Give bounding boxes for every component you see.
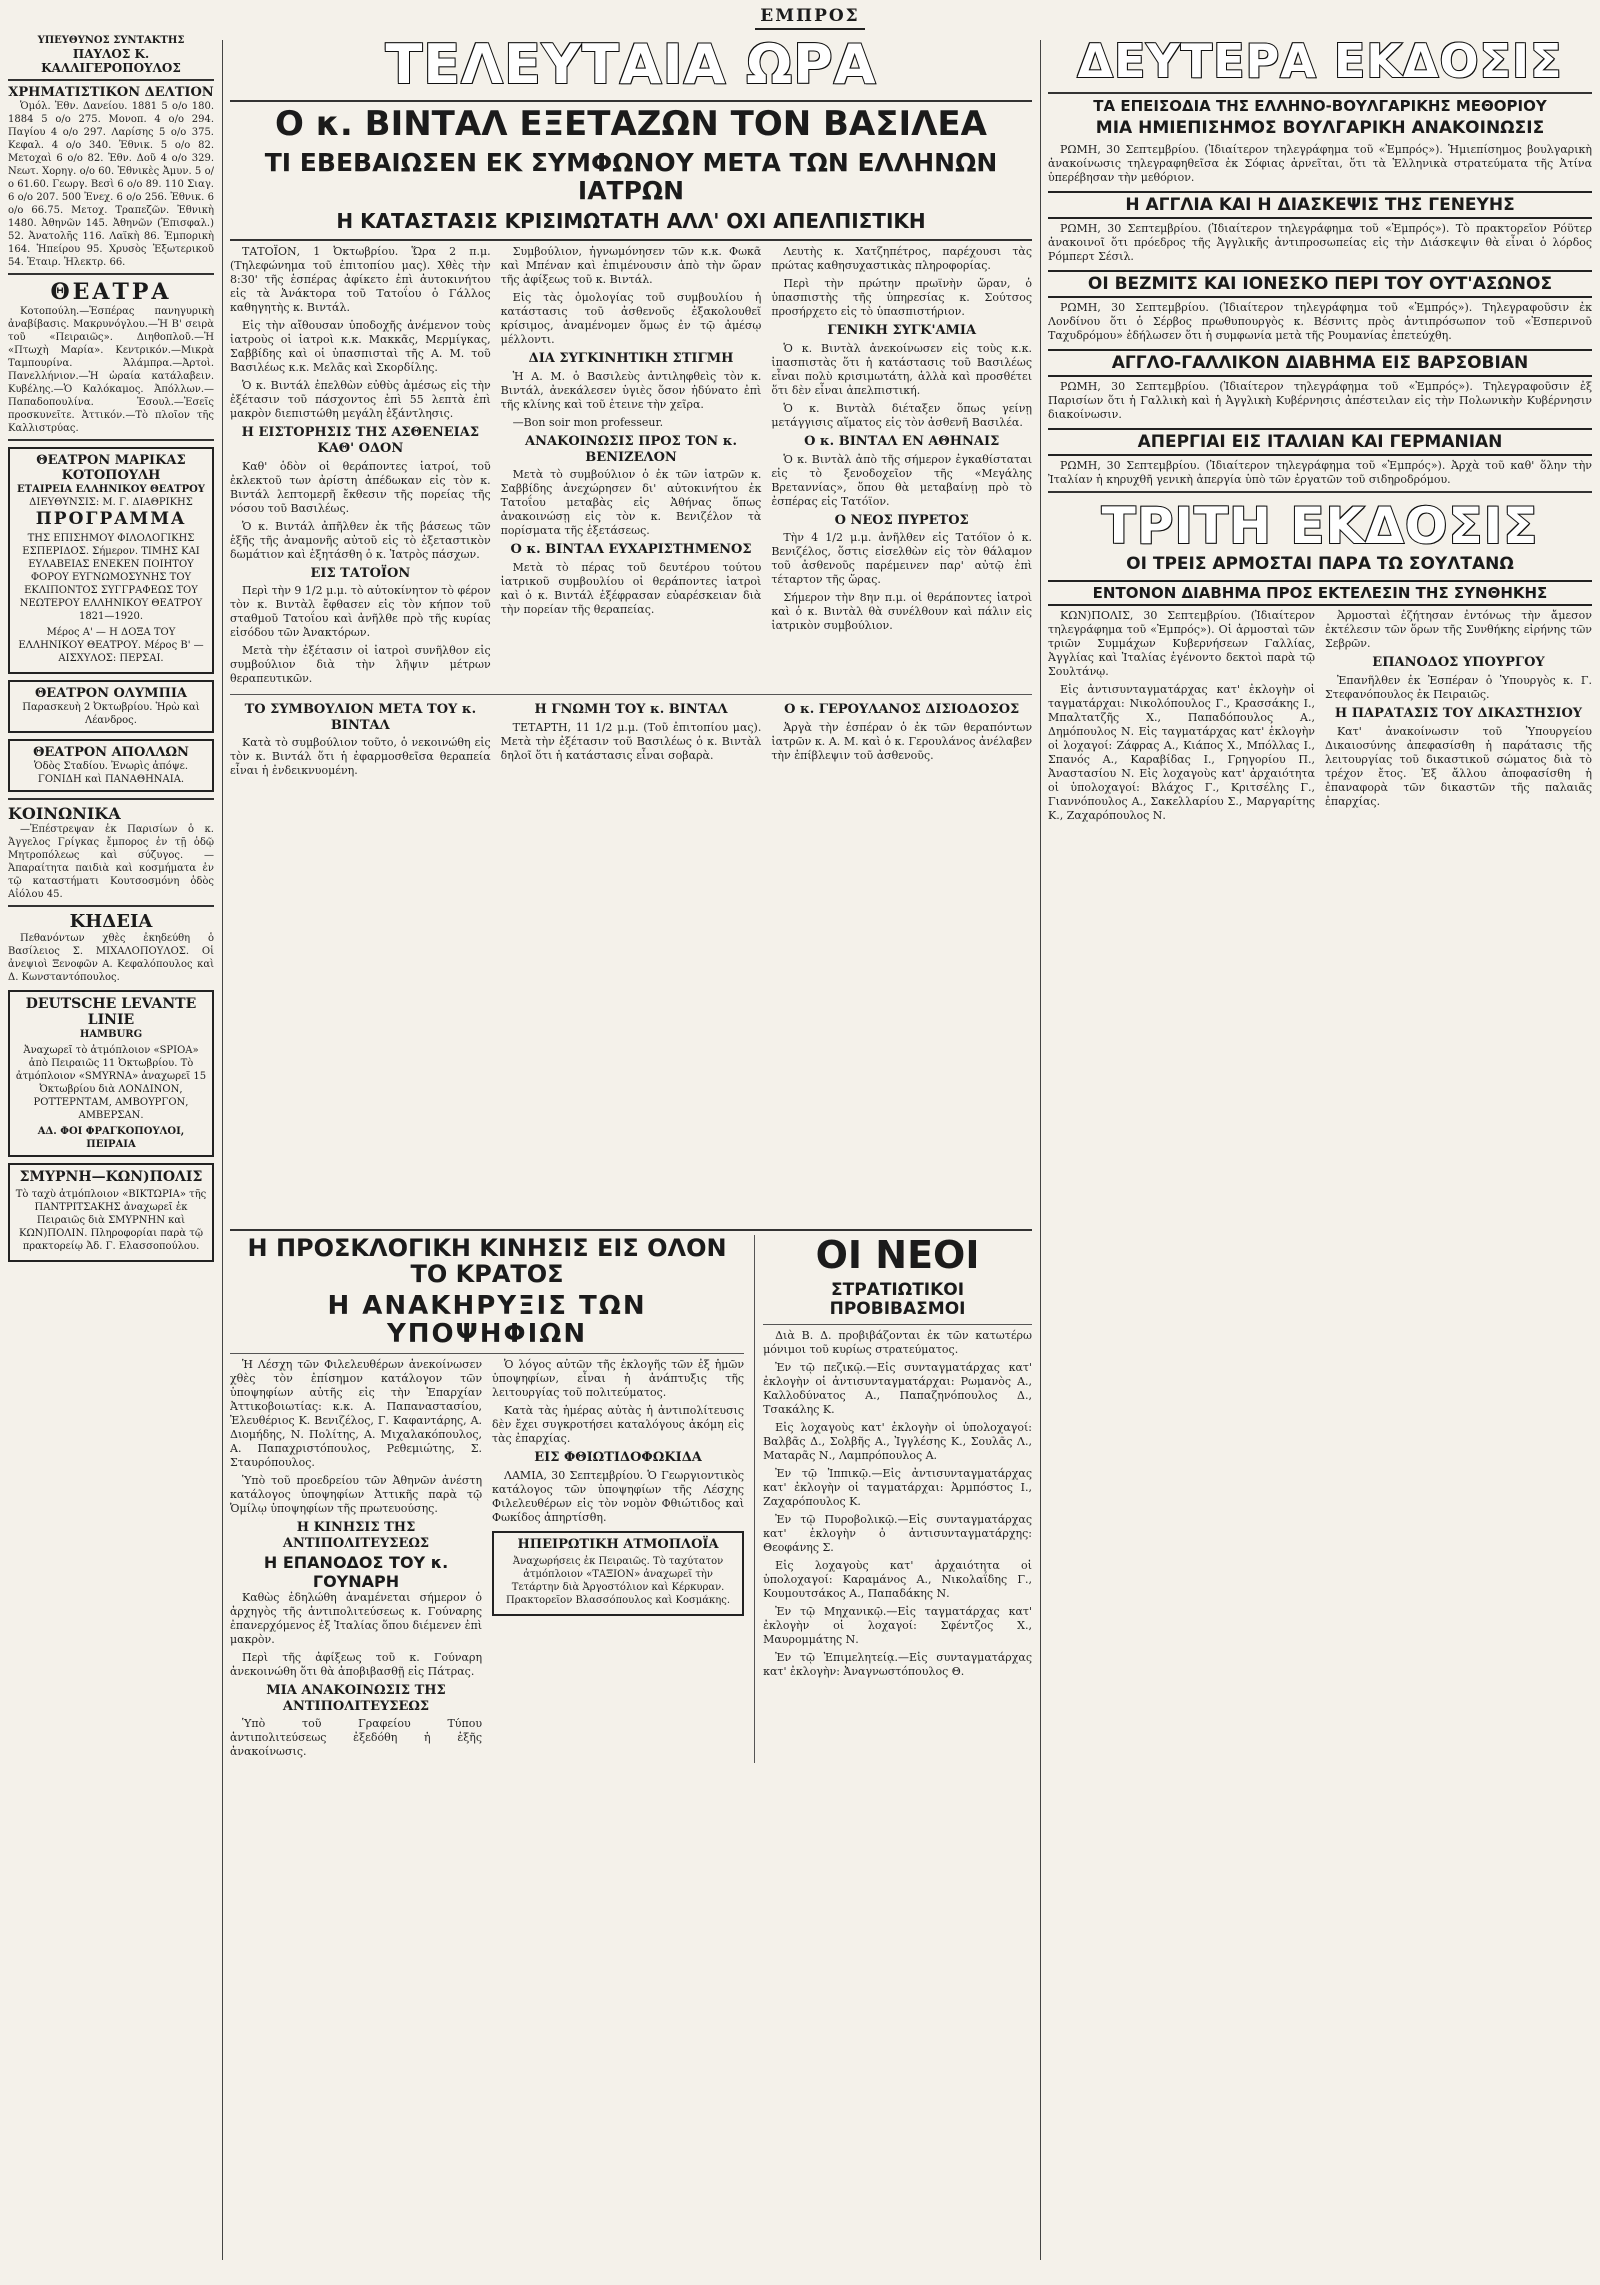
right-col-1	[1048, 609, 1315, 827]
market-text: Ὁμόλ. Ἐθν. Δανείου. 1881 5 ο/ο 180. 1884 5 ο/ο 275. Μονοπ. 4 ο/ο 294. Παγίου 4 ο/ο 297. Λαρίσης 5 ο/ο 375. Κεφαλ. 4 ο/ο 340. Ἐθνικ. 5 ο/ο 82. Μετοχαὶ 6 ο/ο 82. Ἐθν. Δοῦ 4 ο/ο 329. Νεωτ. Χορηγ. ο/ο 60. Ἐθνικὲς Ἀμυν. 5 ο/ο 61.60. Γεωργ. Βεσὶ 6 ο/ο 89. 110 Σιαγ. 6 ο/ο 207. 500 Ἐνεχ. 6 ο/ο 256. Ἐθνικ. 6 ο/ο 66.75. Μετοχ. Τραπεζῶν. Ἐθνικὴ 1480. Ἀθηνῶν 145. Ἀθηνῶν (Ἐπισφαλ.) 52. Ἀνατολῆς 116. Λαϊκὴ 86. Ἐμπορικὴ 164. Ἡπείρου 95. Χρυσὸς Ἐξωτερικοῦ 54. Ἑταιρ. Ἠλεκτρ. 66.	[8, 101, 214, 268]
article-paragraph: Ἡ Α. Μ. ὁ Βασιλεὺς ἀντιληφθεὶς τὸν κ. Βιντάλ, ἀνεκάλεσεν ὑγιὲς ὅσον ἠδύνατο ἐπὶ τῆς κλίνης καὶ τοῦ ἐτεινε τὴν χεῖρα.	[500, 369, 762, 411]
rule	[763, 1324, 1032, 1325]
center-col-2	[501, 245, 762, 690]
notice-body: ΤΗΣ ΕΠΙΣΗΜΟΥ ΦΙΛΟΛΟΓΙΚΗΣ ΕΣΠΕΡΙΔΟΣ. Σήμερον. ΤΙΜΗΣ ΚΑΙ ΕΥΛΑΒΕΙΑΣ ΕΝΕΚΕΝ ΠΟΙΗΤΟΥ ΦΟΡΟΥ ΕΥΓΝΩΜΟΣΥΝΗΣ ΤΟΥ ΕΚΛΙΠΟΝΤΟΣ ΣΥΓΓΡΑΦΕΩΣ ΤΟΥ ΝΕΩΤΕΡΟΥ ΕΛΛΗΝΙΚΟΥ ΘΕΑΤΡΟΥ 1821—1920.	[19, 533, 203, 622]
article-subhead: ΤΟ ΣΥΜΒΟΥΛΙΟΝ ΜΕΤΑ ΤΟΥ κ. ΒΙΝΤΑΛ	[244, 702, 477, 733]
section-heading: ΑΠΕΡΓΙΑΙ ΕΙΣ ΙΤΑΛΙΑΝ ΚΑΙ ΓΕΡΜΑΝΙΑΝ	[1048, 428, 1592, 456]
smyrna-text: Τὸ ταχὺ ἀτμόπλοιον «ΒΙΚΤΩΡΙΑ» τῆς ΠΑΝΤΡΙΤΣΑΚΗΣ ἀναχωρεῖ ἐκ Πειραιῶς διὰ ΣΜΥΡΝΗΝ καὶ ΚΩΝ)ΠΟΛΙΝ. Πληροφορίαι παρὰ τῷ πρακτορείῳ Ἀδ. Γ. Ελασσοπούλου.	[15, 1189, 207, 1252]
article-paragraph: ΚΩΝ)ΠΟΛΙΣ, 30 Σεπτεμβρίου. (Ἰδιαίτερον τηλεγράφημα τοῦ «Ἐμπρός»). Οἱ ἀρμοσταὶ τῶν τριῶν Συμμάχων Κυβερνήσεων Γαλλίας, Ἀγγλίας καὶ Ἰταλίας ἐγένοντο δεκτοὶ παρὰ τῷ Σουλτάνῳ.	[1048, 609, 1315, 679]
article-subhead: Ο ΝΕΟΣ ΠΥΡΕΤΟΣ	[834, 512, 969, 528]
market-title: ΧΡΗΜΑΤΙΣΤΙΚΟΝ ΔΕΛΤΙΟΝ	[8, 85, 214, 100]
article-paragraph: Ἐπανῆλθεν ἐκ Ἐσπέραν ὁ Ὑπουργὸς κ. Γ. Στεφανόπουλος ἐκ Πειραιῶς.	[1325, 673, 1592, 701]
article-subhead: Η ΠΑΡΑΤΑΣΙΣ ΤΟΥ ΔΙΚΑΣΤΗΣΙΟΥ	[1334, 705, 1583, 721]
article-paragraph: Ὁ κ. Βιντὰλ ἀνεκοίνωσεν εἰς τοὺς κ.κ. ἰπασπιστὰς ὅτι ἡ κατάστασις τοῦ Βασιλέως εἶναι πολὺ κρισιμωτάτη, ἀλλὰ καὶ προσθέτει ὅτι δὲν εἶναι ἀπελπιστική.	[771, 341, 1032, 397]
funeral-title: ΚΗΔΕΙΑ	[69, 911, 153, 932]
promotions-banner: ΟΙ ΝΕΟΙ	[815, 1233, 980, 1277]
elections-subhead: Η ΑΝΑΚΗΡΥΞΙΣ ΤΩΝ ΥΠΟΨΗΦΙΩΝ	[327, 1290, 647, 1350]
article-paragraph: Ἐν τῷ Πυροβολικῷ.—Εἰς συνταγματάρχας κατ' ἐκλογὴν ὁ ἀντισυνταγματάρχης: Θεοφάνης Σ.	[763, 1512, 1032, 1554]
banner-last-hour: ΤΕΛΕΥΤΑΙΑ ΩΡΑ	[385, 34, 877, 96]
article-paragraph: Ὁ κ. Βιντάλ ἀπῆλθεν ἐκ τῆς βάσεως τῶν ἑξῆς τῆς ἀναμονῆς αὐτοῦ εἰς τὸ ἐξεταστικὸν δωμάτιον καὶ ἐξητάσθη ὁ κ. Ἰατρὸς πάσχων.	[230, 519, 491, 561]
center-columns	[230, 245, 1032, 690]
right-subhead: ΤΑ ΕΠΕΙΣΟΔΙΑ ΤΗΣ ΕΛΛΗΝΟ-ΒΟΥΛΓΑΡΙΚΗΣ ΜΕΘΟΡΙΟΥ	[1093, 97, 1547, 115]
article-paragraph: Τὴν 4 1/2 μ.μ. ἀνῆλθεν εἰς Τατόϊον ὁ κ. Βενιζέλος, ὅστις εἰσελθὼν εἰς τὸν θάλαμον τοῦ ἀσθενοῦς παρέμεινεν παρ' αὐτῷ ἐπὶ τέταρτον τῆς ὥρας.	[771, 531, 1032, 587]
shipping-ad	[8, 990, 214, 1157]
rule	[8, 798, 214, 800]
rule	[1048, 491, 1592, 493]
article-paragraph: Ὁ κ. Βιντὰλ ἀπὸ τῆς σήμερον ἐγκαθίσταται εἰς τὸ ξενοδοχεῖον τῆς «Μεγάλης Βρεταννίας», ὅπου θὰ μεταβαίνῃ πρὸ τὸ ἐσπέρας εἰς Τατόϊον.	[771, 452, 1032, 508]
article-subhead: Η ΕΙΣΤΟΡΗΣΙΣ ΤΗΣ ΑΣΘΕΝΕΙΑΣ ΚΑΘ' ΟΔΟΝ	[241, 425, 480, 456]
article-subhead: ΓΕΝΙΚΗ ΣΥΓΚ'ΑΜΙΑ	[827, 323, 977, 339]
steamship-text: Ἀναχωρήσεις ἐκ Πειραιῶς. Τὸ ταχύτατον ἀτμόπλοιον «ΤΑΞΙΟΝ» ἀναχωρεῖ τὴν Τετάρτην διὰ Ἀργοστόλιον καὶ Κέρκυραν. Πρακτορεῖον Βλασσόπουλος καὶ Κοσμάκης.	[506, 1555, 731, 1606]
apollon-notice	[8, 739, 214, 792]
lower-layout	[230, 1235, 1032, 1763]
article-paragraph: Περὶ τῆς ἀφίξεως τοῦ κ. Γούναρη ἀνεκοινώθη ὅτι θὰ ἀποβιβασθῇ εἰς Πάτρας.	[230, 1650, 483, 1678]
article-paragraph: Εἰς λοχαγοὺς κατ' ἐκλογὴν οἱ ὑπολοχαγοί: Βαλβᾶς Δ., Σολβῆς Α., Ἰγγλέσης Κ., Σουλᾶς Λ., Ματαρᾶς Ν., Λαμπρόπουλος Α.	[763, 1420, 1032, 1462]
editor-line: ΥΠΕΥΘΥΝΟΣ ΣΥΝΤΑΚΤΗΣ	[37, 35, 185, 46]
editor-name: ΠΑΥΛΟΣ Κ. ΚΑΛΛΙΓΕΡΟΠΟΥΛΟΣ	[41, 47, 181, 75]
article-subhead: ΔΙΑ ΣΥΓΚΙΝΗΤΙΚΗ ΣΤΙΓΜΗ	[528, 351, 734, 367]
article-paragraph: ΡΩΜΗ, 30 Σεπτεμβρίου. (Ἰδιαίτερον τηλεγράφημα τοῦ «Ἐμπρός»). Ἡμιεπίσημος βουλγαρικὴ ἀνακοίνωσις τηλεγραφηθεῖσα ἐκ Σόφιας ἀρνεῖται, ὅτι τὰ Ἑλληνικὰ στρατεύματα τῆς Ἀτίνα ὑπερέβησαν τὴν μεθόριον.	[1048, 142, 1592, 184]
article-paragraph: Εἰς τὰς ὁμολογίας τοῦ συμβουλίου ἡ κατάστασις τοῦ ἀσθενοῦς ἐξακολουθεῖ κρίσιμος, ἀναμένομεν ὅμως ἐν τῷ ἀμέσῳ μέλλοντι.	[500, 291, 762, 347]
notice-text: Παρασκευὴ 2 Ὀκτωβρίου. Ἡρὼ καὶ Λέανδρος.	[22, 702, 200, 726]
article-paragraph: Ἐν τῷ Ἱππικῷ.—Εἰς ἀντισυνταγματάρχας κατ' ἐκλογὴν οἱ ταγματάρχαι: Ἀρμπόστος Ι., Ζαχαρόπουλος Κ.	[763, 1466, 1032, 1508]
article-subhead: Ο κ. ΒΙΝΤΑΛ ΕΥΧΑΡΙΣΤΗΜΕΝΟΣ	[510, 542, 752, 558]
rule	[230, 239, 1032, 241]
article-paragraph: Ὑπὸ τοῦ Γραφείου Τύπου ἀντιπολιτεύσεως ἐξεδόθη ἡ ἑξῆς ἀνακοίνωσις.	[230, 1717, 483, 1759]
article-subhead: ΕΙΣ ΤΑΤΟΪΟΝ	[310, 565, 411, 581]
elections-col-1	[230, 1358, 482, 1763]
article-paragraph: Ἐν τῷ πεζικῷ.—Εἰς συνταγματάρχας κατ' ἐκλογὴν οἱ ἀντισυνταγματάρχαι: Ρωμανὸς Α., Καλλοδύνατος Α., Παπαζηνόπουλος Δ., Τσακάλης Κ.	[763, 1360, 1032, 1416]
article-paragraph: Κατὰ τὸ συμβούλιον τοῦτο, ὁ νεκοινώθη εἰς τὸν κ. Βιντάλ ὅτι ἡ ἐφαρμοσθεῖσα θεραπεία εἶναι ἡ ἐνδεικνυομένη.	[230, 736, 491, 778]
article-paragraph: Συμβούλιον, ἠγνωμόνησεν τῶν κ.κ. Φωκᾶ καὶ Μπέναν καὶ ἐπιμένουσιν ἀπὸ τὴν ὥραν τῆς ἀφίξεως τοῦ κ. Βιντάλ.	[500, 245, 762, 287]
article-paragraph: Μετὰ τὴν ἐξέτασιν οἱ ἰατροὶ συνῆλθον εἰς συμβούλιον διὰ τὴν λῆψιν μέτρων θεραπευτικῶν.	[230, 644, 491, 686]
rule	[230, 100, 1032, 102]
notice-program: ΠΡΟΓΡΑΜΜΑ	[35, 509, 187, 529]
article-paragraph: Μετὰ τὸ συμβούλιον ὁ ἐκ τῶν ἰατρῶν κ. Σαββίδης ἀνεχώρησεν δι' αὐτοκινήτου ἐκ Τατοΐου μεταβὰς εἰς Ἀθήνας ὅπως ἀνακοινώσῃ εἰς τὸν κ. Βενιζέλον τὰ πορίσματα τῆς ἐξετάσεως.	[500, 468, 762, 538]
article-paragraph: Μετὰ τὸ πέρας τοῦ δευτέρου τούτου ἰατρικοῦ συμβουλίου οἱ θεράποντες ἰατροὶ καὶ ὁ κ. Βιντάλ ἐξέφρασαν εὐαρέσκειαν διὰ τὴν πορείαν τῆς θεραπείας.	[500, 560, 762, 616]
article-paragraph: ΡΩΜΗ, 30 Σεπτεμβρίου. (Ἰδιαίτερον τηλεγράφημα τοῦ «Ἐμπρός»). Ἀρχὰ τοῦ καθ' ὅλην τὴν Ἰταλίαν ἡ κηρυχθῆ γενικὴ ἀπεργία ὑπὸ τῶν ἐργατῶν τοῦ σιδηροδρόμου.	[1048, 458, 1592, 486]
elections-col-2	[492, 1358, 744, 1763]
smyrna-ad	[8, 1163, 214, 1262]
social-title: ΚΟΙΝΩΝΙΚΑ	[8, 804, 121, 823]
article-paragraph: Εἰς λοχαγοὺς κατ' ἀρχαιότητα οἱ ὑπολοχαγοί: Καραμάνος Α., Νικολαΐδης Γ., Κουμουτσάκος Α., Παπαδάκης Ν.	[763, 1558, 1032, 1600]
article-paragraph: —Bon soir mon professeur.	[512, 415, 664, 429]
article-subhead: ΕΠΑΝΟΔΟΣ ΥΠΟΥΡΓΟΥ	[1372, 655, 1545, 671]
steamship-ad	[492, 1531, 744, 1616]
article-paragraph: ΤΑΤΟΪΟΝ, 1 Ὀκτωβρίου. Ὥρα 2 π.μ. (Τηλεφώνημα τοῦ ἐπιτοπίου μας). Χθὲς τὴν 8:30' τῆς ἑσπέρας ἀφίκετο ἐπὶ ἀυτοκινήτου εἰς τὰ Ἀνάκτορα τοῦ Τατοΐου ὁ Γάλλος καθηγητὴς κ. Βιντάλ.	[230, 245, 491, 315]
article-paragraph: ΡΩΜΗ, 30 Σεπτεμβρίου. (Ἰδιαίτερον τηλεγράφημα τοῦ «Ἐμπρός»). Τηλεγραφοῦσιν ἐξ Παρισίων ὅτι ἡ Γαλλικὴ καὶ ἡ Ἀγγλικὴ Κυβέρνησις ἀπέστειλαν εἰς τὴν Πολωνικὴν Κυβέρνησιν διακοίνωσιν.	[1048, 379, 1592, 421]
headline: Ο κ. ΒΙΝΤΑΛ ΕΞΕΤΑΖΩΝ ΤΟΝ ΒΑΣΙΛΕΑ	[275, 104, 987, 144]
section-heading: ΕΝΤΟΝΟΝ ΔΙΑΒΗΜΑ ΠΡΟΣ ΕΚΤΕΛΕΣΙΝ ΤΗΣ ΣΥΝΘΗΚΗΣ	[1048, 580, 1592, 606]
article-paragraph: Κατὰ τὰς ἡμέρας αὐτὰς ἡ ἀντιπολίτευσις δὲν ἔχει συγκροτήσει καταλόγους ἀκόμη εἰς τὰς ἐπαρχίας.	[492, 1403, 745, 1445]
theatre-title: ΘΕΑΤΡΑ	[50, 279, 172, 305]
notice-title: ΘΕΑΤΡΟΝ ΟΛΥΜΠΙΑ	[34, 686, 188, 701]
promotions-article	[754, 1235, 1032, 1763]
article-paragraph: Ἀρμοσταὶ ἐζήτησαν ἐντόνως τὴν ἄμεσον ἐκτέλεσιν τῶν ὅρων τῆς Συνθήκης εἰρήνης τῶν Σεβρῶν.	[1325, 609, 1592, 651]
left-column	[8, 34, 214, 2274]
article-paragraph: ΡΩΜΗ, 30 Σεπτεμβρίου. (Ἰδιαίτερον τηλεγράφημα τοῦ «Ἐμπρός»). Τηλεγραφοῦσιν ἐκ Λονδίνου ὅτι ὁ Σέρβος πρωθυπουργὸς κ. Βέσνιτς πρὸς ἀντιπρόσωπον τοῦ «Ἐσπερινοῦ Ταχυδρόμου» ἐδήλωσεν ὅτι ἡ συμφωνία μετὰ τῆς Ρουμανίας ἐπετεύχθη.	[1048, 300, 1592, 342]
notice-text: Ὁδὸς Σταδίου. Ἐνωρὶς ἀπόψε. ΓΟΝΙΔΗ καὶ ΠΑΝΑΘΗΝΑΙΑ.	[33, 761, 189, 785]
rule	[230, 694, 1032, 695]
article-subhead: Ο κ. ΒΙΝΤΑΛ ΕΝ ΑΘΗΝΑΙΣ	[804, 433, 1000, 449]
theatre-text: Κοτοπούλη.—Ἑσπέρας πανηγυρικὴ ἀναβίβασις. Μακρυνόγλου.—Ἡ Β' σειρὰ τοῦ «Πειραιῶς». Διηθοπλοῦ.—Ἡ «Πτωχὴ Μαρία». Κεντρικόν.—Μικρὰ Ταμπουρίνα. Ἀλάμπρα.—Ἀρτοὶ. Πανελλήνιον.—Ἡ ὡραία κατάλαβειν. Κυβέλης.—Ὁ Καλόκαμος. Ἀπόλλων.—Παπαδοπουλίνα. Ἐσουλ.—Ἐσεῖς προσκυνεῖτε. Ἀττικόν.—Τὸ πλοῖον τῆς Καλλιστρύας.	[8, 306, 214, 434]
right-col-2	[1325, 609, 1592, 827]
center-lower	[230, 1225, 1032, 2275]
subheadline: ΤΙ ΕΒΕΒΑΙΩΣΕΝ ΕΚ ΣΥΜΦΩΝΟΥ ΜΕΤΑ ΤΩΝ ΕΛΛΗΝΩΝ ΙΑΤΡΩΝ	[264, 148, 998, 205]
funeral-text: Πεθανόντων χθὲς ἐκηδεύθη ὁ Βασίλειος Σ. ΜΙΧΑΛΟΠΟΥΛΟΣ. Οἱ ἀνεψιοὶ Ξενοφῶν Α. Κεφαλόπουλος καὶ Δ. Κωνσταντόπουλος.	[8, 933, 214, 983]
article-paragraph: Ὁ λόγος αὐτῶν τῆς ἐκλογῆς τῶν ἐξ ἡμῶν ὑποψηφίων, εἶναι ἡ ἀνάπτυξις τῆς λειτουργίας τοῦ πολιτεύματος.	[492, 1357, 745, 1399]
column-divider	[222, 40, 223, 2260]
center-lower-col-3	[771, 699, 1032, 782]
article-subhead: ΜΙΑ ΑΝΑΚΟΙΝΩΣΙΣ ΤΗΣ ΑΝΤΙΠΟΛΙΤΕΥΣΕΩΣ	[266, 1682, 446, 1714]
article-subhead: ΕΙΣ ΦΘΙΩΤΙΔΟΦΩΚΙΔΑ	[534, 1449, 702, 1465]
rule	[8, 79, 214, 81]
article-paragraph: Ἐν τῷ Ἐπιμελητείᾳ.—Εἰς συνταγματάρχας κατ' ἐκλογὴν: Ἀναγνωστόπουλος Θ.	[763, 1650, 1032, 1678]
notice-title: ΘΕΑΤΡΟΝ ΑΠΟΛΛΩΝ	[33, 745, 189, 760]
masthead: ΕΜΠΡΟΣ	[755, 6, 865, 30]
elections-banner: Η ΠΡΟΣΚΛΟΓΙΚΗ ΚΙΝΗΣΙΣ ΕΙΣ ΟΛΟΝ ΤΟ ΚΡΑΤΟΣ	[247, 1234, 727, 1289]
center-columns-lower	[230, 699, 1032, 782]
rule	[230, 1229, 1032, 1231]
article-paragraph: ΛΑΜΙΑ, 30 Σεπτεμβρίου. Ὁ Γεωργιοντικὸς κατάλογος τῶν ὑποψηφίων τῆς Λέσχης Φιλελευθέρων εἰς τὸν νομὸν Φθιώτιδος καὶ Φωκίδος ἀπηρτίσθη.	[492, 1468, 745, 1524]
rule	[8, 905, 214, 907]
elections-columns	[230, 1358, 744, 1763]
article-paragraph: Λευτὴς κ. Χατζηπέτρος, παρέχουσι τὰς πρώτας καθησυχαστικὰς πληροφορίας.	[771, 245, 1032, 273]
banner-third-edition: ΤΡΙΤΗ ΕΚΔΟΣΙΣ	[1101, 496, 1539, 555]
notice-director: ΔΙΕΥΘΥΝΣΙΣ: Μ. Γ. ΔΙΑΘΡΙΚΗΣ	[29, 497, 193, 508]
section-heading: ΑΓΓΛΟ-ΓΑΛΛΙΚΟΝ ΔΙΑΒΗΜΑ ΕΙΣ ΒΑΡΣΟΒΙΑΝ	[1048, 349, 1592, 377]
center-lower-col-2	[501, 699, 762, 782]
article-subhead: Η ΚΙΝΗΣΙΣ ΤΗΣ ΑΝΤΙΠΟΛΙΤΕΥΣΕΩΣ	[282, 1519, 430, 1551]
article-paragraph: Ἀργὰ τὴν ἑσπέραν ὁ ἐκ τῶν θεραπόντων ἰατρῶν κ. Α. Μ. καὶ ὁ κ. Γερουλάνος ἀνέλαβεν τὴν ἐπίβλεψιν τοῦ ἀσθενοῦς.	[771, 720, 1032, 762]
shipping-agent: ΑΔ. ΦΟΙ ΦΡΑΓΚΟΠΟΥΛΟΙ, ΠΕΙΡΑΙΑ	[37, 1126, 185, 1150]
article-subhead: Ο κ. ΓΕΡΟΥΛΑΝΟΣ ΔΙΣΙΟΔΟΣΟΣ	[784, 702, 1020, 718]
article-paragraph: Εἰς τὴν αἴθουσαν ὑποδοχῆς ἀνέμενον τοὺς ἰατροὺς οἱ ἰατροὶ κ.κ. Μακκᾶς, Μερμίγκας, Σαββίδης καὶ οἱ ὑπασπισταὶ τῆς Α. Μ. τοῦ Βασιλέως κ.κ. Μελᾶς καὶ Σκορδίλης.	[230, 319, 491, 375]
rule	[8, 439, 214, 441]
article-paragraph: Εἰς ἀντισυνταγματάρχας κατ' ἐκλογὴν οἱ ταγματάρχαι: Νικολόπουλος Γ., Κρασσάκης Ι., Μπαλτατζῆς Χ., Παπαδόπουλος Α., Δημόπουλος Ν. Εἰς ταγματάρχας κατ' ἐκλογὴν οἱ λοχαγοί: Ζάφρας Α., Κιάπος Χ., Μπόλλας Ι., Σπανός Α., Καραβίδας Ι., Γρηγορίου Π., Ἀναστασίου Ν. Εἰς λοχαγοὺς κατ' ἀρχαιότητα οἱ ὑπολοχαγοί: Βλάχος Γ., Κριτσέλης Γ., Γιαννόπουλος Α., Σακελλαρίου Σ., Μαργαρίτης Κ., Ζαχαρόπουλος Ν.	[1048, 683, 1315, 823]
smyrna-title: ΣΜΥΡΝΗ—ΚΩΝ)ΠΟΛΙΣ	[19, 1169, 203, 1185]
rule	[8, 273, 214, 275]
section-heading: ΟΙ ΒΕΖΜΙΤΣ ΚΑΙ ΙΟΝΕΣΚΟ ΠΕΡΙ ΤΟΥ ΟΥΤ'ΑΣΩΝΟΣ	[1048, 270, 1592, 298]
article-paragraph: Διὰ Β. Δ. προβιβάζονται ἐκ τῶν κατωτέρω μόνιμοι τοῦ κυρίως στρατεύματος.	[763, 1328, 1032, 1356]
right-columns	[1048, 609, 1592, 827]
article-paragraph: ΤΕΤΑΡΤΗ, 11 1/2 μ.μ. (Τοῦ ἐπιτοπίου μας). Μετὰ τὴν ἐξέτασιν τοῦ Βασιλέως ὁ κ. Βιντὰλ δηλοῖ ὅτι ἡ κατάστασις εἶναι σοβαρὰ.	[500, 720, 762, 762]
article-paragraph: Κατ' ἀνακοίνωσιν τοῦ Ὑπουργείου Δικαιοσύνης ἀπεφασίσθη ἡ παράτασις τῆς λειτουργίας τοῦ δικαστικοῦ σώματος διὰ τὸ τρέχον ἔτος. Ἐξ ἄλλου ἀποφασίσθη ἡ ἐπαναφορὰ τῶν δικαστῶν τῆς παλαιᾶς ἐπαρχίας.	[1325, 724, 1592, 808]
center-col-1	[230, 245, 491, 690]
notice-parts: Μέρος Α' — Η ΔΟΞΑ ΤΟΥ ΕΛΛΗΝΙΚΟΥ ΘΕΑΤΡΟΥ. Μέρος Β' — ΑΙΣΧΥΛΟΣ: ΠΕΡΣΑΙ.	[18, 627, 204, 664]
article-subhead: ΑΝΑΚΟΙΝΩΣΙΣ ΠΡΟΣ ΤΟΝ κ. ΒΕΝΙΖΕΛΟΝ	[525, 433, 737, 465]
theatre-notice	[8, 447, 214, 674]
article-paragraph: ΡΩΜΗ, 30 Σεπτεμβρίου. (Ἰδιαίτερον τηλεγράφημα τοῦ «Ἐμπρός»). Τὸ πρακτορεῖον Ρόϋτερ ἀνακοινοῖ ὅτι πρόεδρος τῆς Ἀγγλικῆς ἀντιπροσωπείας εἰς τὴν Διάσκεψιν θὰ εἶναι ὁ λόρδος Ρόμπερτ Σέσιλ.	[1048, 221, 1592, 263]
article-paragraph: Καθὼς ἐδηλώθη ἀναμένεται σήμερον ὁ ἀρχηγὸς τῆς ἀντιπολιτεύσεως κ. Γούναρης ἐπανερχόμενος ἐξ Ἰταλίας ὅπου διέμενεν ἐπὶ μακρὸν.	[230, 1590, 483, 1646]
center-col-3	[771, 245, 1032, 690]
article-paragraph: Ἐν τῷ Μηχανικῷ.—Εἰς ταγματάρχας κατ' ἐκλογὴν οἱ λοχαγοί: Σφέντζος Χ., Μαυρομμάτης Ν.	[763, 1604, 1032, 1646]
rule	[230, 1353, 744, 1354]
banner-second-edition: ΔΕΥΤΕΡΑ ΕΚΔΟΣΙΣ	[1077, 34, 1563, 88]
article-paragraph: Καθ' ὁδὸν οἱ θεράποντες ἰατροί, τοῦ ἐκλεκτοῦ των ἀρίστη ἀπέδωκαν εἰς τὸν κ. Βιντάλ λεπτομερῆ ἔκθεσιν τῆς πορείας τῆς νόσου τοῦ Βασιλέως.	[230, 459, 491, 515]
steamship-title: ΗΠΕΙΡΩΤΙΚΗ ΑΤΜΟΠΛΟΪΑ	[517, 1536, 719, 1552]
shipping-subtitle: HAMBURG	[79, 1029, 143, 1040]
article-paragraph: Ἡ Λέσχη τῶν Φιλελευθέρων ἀνεκοίνωσεν χθὲς τὸν ἐπίσημον κατάλογον τῶν ὑποψηφίων αὐτῆς εἰς τὴν Ἐπαρχίαν Ἀττικοβοιωτίας: κ.κ. Α. Παπαναστασίου, Ἐλευθέριος Κ. Βενιζέλος, Γ. Καφαντάρης, Α. Διομήδης, Ν. Πολίτης, Α. Μιχαλακόπουλος, Α. Παπαχριστόπουλος, Ρεθεμιώτης, Σ. Σταυρόπουλος.	[230, 1357, 483, 1469]
right-subhead-3: ΟΙ ΤΡΕΙΣ ΑΡΜΟΣΤΑΙ ΠΑΡΑ ΤΩ ΣΟΥΛΤΑΝΩ	[1126, 553, 1514, 574]
article-paragraph: Ὁ κ. Βιντὰλ διέταξεν ὅπως γείνῃ μετάγγισις αἵματος εἰς τὸν ἀσθενῆ Βασιλέα.	[771, 401, 1032, 429]
section-heading: Η ΑΓΓΛΙΑ ΚΑΙ Η ΔΙΑΣΚΕΨΙΣ ΤΗΣ ΓΕΝΕΥΗΣ	[1048, 191, 1592, 219]
column-divider	[1040, 40, 1041, 2260]
article-subhead: Η ΕΠΑΝΟΔΟΣ ΤΟΥ κ. ΓΟΥΝΑΡΗ	[263, 1553, 449, 1591]
shipping-text: Ἀναχωρεῖ τὸ ἀτμόπλοιον «SPIOA» ἀπὸ Πειραιῶς 11 Ὀκτωβρίου. Τὸ ἀτμόπλοιον «SMYRNA» ἀναχωρεῖ 15 Ὀκτωβρίου διὰ ΛΟΝΔΙΝΟΝ, ΡΟΤΤΕΡΝΤΑΜ, ΑΜΒΟΥΡΓΟΝ, ΑΜΒΕΡΣΑΝ.	[15, 1045, 207, 1121]
shipping-title: DEUTSCHE LEVANTE LINIE	[25, 996, 197, 1028]
article-subhead: Η ΓΝΩΜΗ ΤΟΥ κ. ΒΙΝΤΑΛ	[534, 702, 728, 718]
right-column	[1048, 34, 1592, 2274]
center-lower-col-1	[230, 699, 491, 782]
article-paragraph: Περὶ τὴν πρώτην πρωϊνὴν ὥραν, ὁ ὑπασπιστὴς τῆς ὑπηρεσίας κ. Σούτσος προσήρχετο εἰς τὸ ὑπασπιστήριον.	[771, 277, 1032, 319]
right-subhead-2: ΜΙΑ ΗΜΙΕΠΙΣΗΜΟΣ ΒΟΥΛΓΑΡΙΚΗ ΑΝΑΚΟΙΝΩΣΙΣ	[1095, 118, 1545, 139]
elections-article	[230, 1235, 744, 1763]
notice-subtitle: ΕΤΑΙΡΕΙΑ ΕΛΛΗΝΙΚΟΥ ΘΕΑΤΡΟΥ	[17, 484, 205, 495]
article-paragraph: Ὁ κ. Βιντάλ ἐπελθὼν εὐθὺς ἀμέσως εἰς τὴν ἐξέτασιν τοῦ πάσχοντος ἐπὶ 55 λεπτὰ ἐπὶ μακρὸν διεπιστώθη μεγάλη ἐξάντλησις.	[230, 379, 491, 421]
olympia-notice	[8, 680, 214, 733]
article-paragraph: Σήμερον τὴν 8ην π.μ. οἱ θεράποντες ἰατροὶ καὶ ὁ κ. Βιντὰλ θὰ συνέλθουν καὶ πάλιν εἰς ἰατρικὸν συμβούλιον.	[771, 591, 1032, 633]
article-paragraph: Περὶ τὴν 9 1/2 μ.μ. τὸ αὐτοκίνητον τὸ φέρον τὸν κ. Βιντὰλ ἔφθασεν εἰς τὸν κήπον τοῦ σταθμοῦ Τατοΐου καὶ ἀνῆλθε πρὸ τῆς κυρίας εἰσόδου τῶν Ἀνακτόρων.	[230, 584, 491, 640]
center-top	[230, 34, 1032, 1214]
subheadline-2: Η ΚΑΤΑΣΤΑΣΙΣ ΚΡΙΣΙΜΩΤΑΤΗ ΑΛΛ' ΟΧΙ ΑΠΕΛΠΙΣΤΙΚΗ	[336, 209, 926, 234]
rule	[1048, 92, 1592, 94]
promotions-subhead: ΣΤΡΑΤΙΩΤΙΚΟΙ ΠΡΟΒΙΒΑΣΜΟΙ	[829, 1279, 966, 1320]
article-paragraph: Ὑπὸ τοῦ προεδρείου τῶν Ἀθηνῶν ἀνέστη κατάλογος ὑποψηφίων Ἀττικῆς παρὰ τῷ Ὁμίλῳ ὑποψηφίων τῆς πρωτευούσης.	[230, 1473, 483, 1515]
social-text: —Ἐπέστρεψαν ἐκ Παρισίων ὁ κ. Ἀγγελος Γρίγκας ἔμπορος ἐν τῇ ὁδῷ Μητροπόλεως καὶ σύζυγος. —Ἀπαραίτητα παιδιὰ καὶ κοσμήματα ἐν τῷ καταστήματι Κουτσοσμόνη ὁδὸς Αἰόλου 45.	[8, 824, 214, 900]
notice-title: ΘΕΑΤΡΟΝ ΜΑΡΙΚΑΣ ΚΟΤΟΠΟΥΛΗ	[36, 453, 186, 483]
